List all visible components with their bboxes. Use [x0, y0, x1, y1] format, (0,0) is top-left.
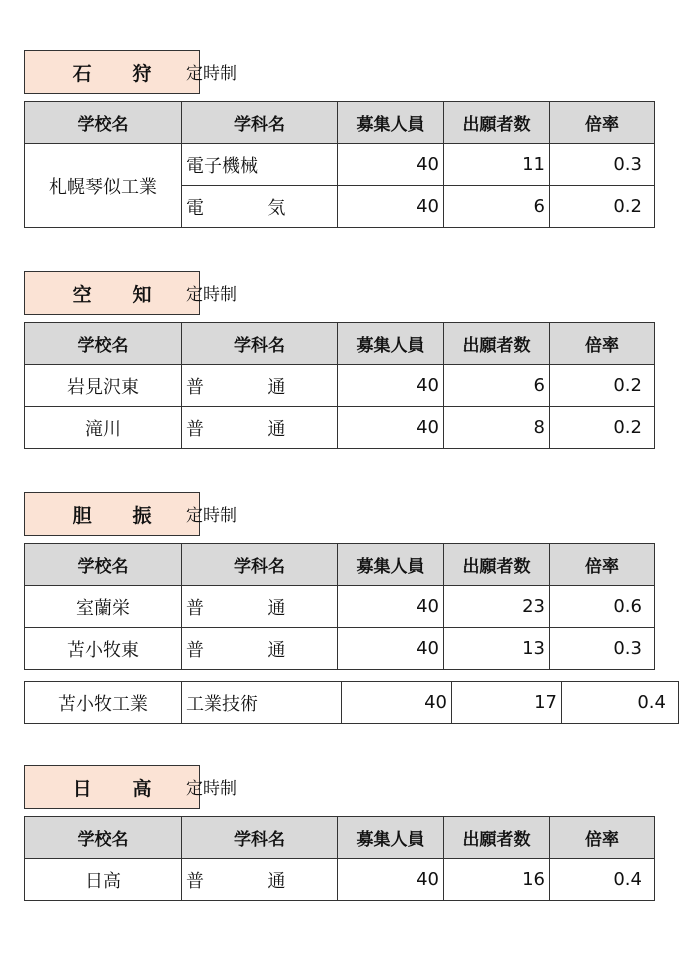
header-ratio: 倍率	[550, 817, 655, 859]
table-header-row	[25, 544, 655, 586]
table-row	[25, 407, 655, 449]
capacity-value: 40	[342, 682, 452, 724]
school-name: 滝川	[25, 407, 182, 449]
dept-name: 普 通	[182, 586, 338, 628]
school-name: 室蘭栄	[25, 586, 182, 628]
system-label: 定時制	[186, 285, 237, 305]
header-ratio: 倍率	[550, 323, 655, 365]
results-table-extra	[24, 681, 679, 724]
ratio-value: 0.2	[550, 186, 655, 228]
school-name: 岩見沢東	[25, 365, 182, 407]
header-ratio: 倍率	[550, 102, 655, 144]
ratio-value: 0.6	[550, 586, 655, 628]
section-ishikari	[24, 50, 654, 219]
table-header-row	[25, 817, 655, 859]
table-row	[25, 144, 655, 186]
capacity-value: 40	[338, 144, 444, 186]
school-name: 日高	[25, 859, 182, 901]
header-applicants: 出願者数	[444, 817, 550, 859]
system-label: 定時制	[186, 506, 237, 526]
capacity-value: 40	[338, 628, 444, 670]
capacity-value: 40	[338, 365, 444, 407]
header-capacity: 募集人員	[338, 102, 444, 144]
applicants-value: 8	[444, 407, 550, 449]
header-school: 学校名	[25, 323, 182, 365]
header-dept: 学科名	[182, 544, 338, 586]
region-header	[24, 492, 654, 536]
system-label: 定時制	[186, 64, 237, 84]
results-table	[24, 543, 655, 670]
header-dept: 学科名	[182, 323, 338, 365]
applicants-value: 13	[444, 628, 550, 670]
region-header	[24, 765, 654, 809]
ratio-value: 0.4	[562, 682, 679, 724]
header-capacity: 募集人員	[338, 544, 444, 586]
header-applicants: 出願者数	[444, 102, 550, 144]
dept-name: 電子機械	[182, 144, 338, 186]
header-school: 学校名	[25, 544, 182, 586]
ratio-value: 0.2	[550, 407, 655, 449]
header-school: 学校名	[25, 817, 182, 859]
school-name: 苫小牧工業	[25, 682, 182, 724]
ratio-value: 0.3	[550, 144, 655, 186]
applicants-value: 6	[444, 186, 550, 228]
results-table	[24, 816, 655, 901]
region-label: 空 知	[24, 271, 200, 315]
header-capacity: 募集人員	[338, 817, 444, 859]
section-hidaka	[24, 765, 654, 892]
header-dept: 学科名	[182, 102, 338, 144]
section-iburi	[24, 492, 666, 715]
applicants-value: 23	[444, 586, 550, 628]
header-applicants: 出願者数	[444, 323, 550, 365]
table-header-row	[25, 323, 655, 365]
results-table	[24, 101, 655, 228]
table-row	[25, 859, 655, 901]
dept-name: 電 気	[182, 186, 338, 228]
ratio-value: 0.2	[550, 365, 655, 407]
region-label: 日 高	[24, 765, 200, 809]
header-applicants: 出願者数	[444, 544, 550, 586]
school-name: 札幌琴似工業	[25, 144, 182, 228]
section-sorachi	[24, 271, 654, 440]
region-label: 胆 振	[24, 492, 200, 536]
table-row	[25, 682, 679, 724]
region-header	[24, 50, 654, 94]
region-label: 石 狩	[24, 50, 200, 94]
applicants-value: 16	[444, 859, 550, 901]
applicants-value: 6	[444, 365, 550, 407]
applicants-value: 17	[452, 682, 562, 724]
capacity-value: 40	[338, 407, 444, 449]
table-header-row	[25, 102, 655, 144]
table-row	[25, 365, 655, 407]
results-table	[24, 322, 655, 449]
applicants-value: 11	[444, 144, 550, 186]
ratio-value: 0.3	[550, 628, 655, 670]
capacity-value: 40	[338, 586, 444, 628]
system-label: 定時制	[186, 779, 237, 799]
header-ratio: 倍率	[550, 544, 655, 586]
dept-name: 工業技術	[182, 682, 342, 724]
region-header	[24, 271, 654, 315]
capacity-value: 40	[338, 859, 444, 901]
capacity-value: 40	[338, 186, 444, 228]
table-row	[25, 628, 655, 670]
school-name: 苫小牧東	[25, 628, 182, 670]
dept-name: 普 通	[182, 628, 338, 670]
header-school: 学校名	[25, 102, 182, 144]
dept-name: 普 通	[182, 407, 338, 449]
header-capacity: 募集人員	[338, 323, 444, 365]
ratio-value: 0.4	[550, 859, 655, 901]
header-dept: 学科名	[182, 817, 338, 859]
dept-name: 普 通	[182, 365, 338, 407]
table-row	[25, 586, 655, 628]
dept-name: 普 通	[182, 859, 338, 901]
